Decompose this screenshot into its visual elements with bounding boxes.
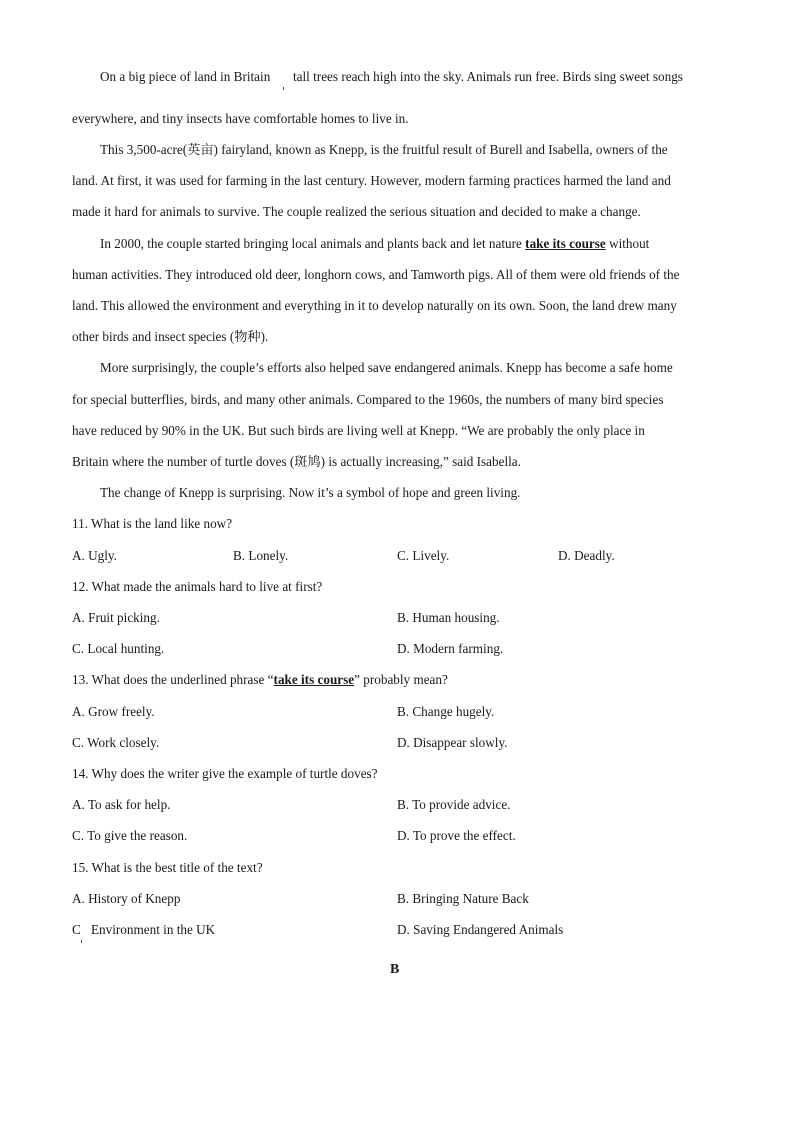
option-c[interactable]: C. Lively. [397,548,450,563]
passage-line [100,69,270,85]
option-a[interactable]: A. Ugly. [72,548,117,563]
passage-line: human activities. They introduced old deer, longhorn cows, and Tamworth pigs. All of them were old friends of the [72,267,680,282]
question-stem: 12. What made the animals hard to live at first? [72,579,323,594]
option-a[interactable]: A. To ask for help. [72,797,171,812]
option-b[interactable]: B. Lonely. [233,548,289,563]
option-c-text[interactable]: Environment in the UK [91,922,216,937]
option-d[interactable]: D. Deadly. [558,548,615,563]
option-b[interactable]: B. Change hugely. [397,704,495,719]
option-c[interactable]: C. To give the reason. [72,828,188,843]
stray-mark [283,87,284,90]
passage-line: other birds and insect species (物种). [72,329,269,344]
question-text: ” probably mean? [354,672,448,687]
option-d[interactable]: D. Modern farming. [397,641,504,656]
passage-line: The change of Knepp is surprising. Now it’s a symbol of hope and green living. [100,485,521,500]
underlined-phrase: take its course [273,672,355,687]
option-a[interactable]: A. Fruit picking. [72,610,160,625]
passage-line: Britain where the number of turtle doves (斑鸠) is actually increasing,” said Isabella. [72,454,521,469]
option-c-letter[interactable]: C [72,922,81,937]
option-d[interactable]: D. Disappear slowly. [397,735,508,750]
passage-text: tall trees reach high into the sky. Animals run free. Birds sing sweet songs [293,69,683,84]
option-d[interactable]: D. Saving Endangered Animals [397,922,564,937]
option-c[interactable]: C. Local hunting. [72,641,165,656]
passage-line: everywhere, and tiny insects have comfortable homes to live in. [72,111,409,126]
section-label: B [390,962,400,977]
passage-text: On a big piece of land in Britain [100,69,271,84]
passage-line: land. This allowed the environment and everything in it to develop naturally on its own. Soon, the land drew many [72,298,677,313]
passage-line: More surprisingly, the couple’s efforts also helped save endangered animals. Knepp has become a safe home [100,360,673,375]
passage-line: made it hard for animals to survive. The couple realized the serious situation and decided to make a change. [72,204,641,219]
option-b[interactable]: B. Bringing Nature Back [397,891,529,906]
passage-line [100,236,649,252]
passage-text: In 2000, the couple started bringing local animals and plants back and let nature [100,236,522,251]
option-b[interactable]: B. Human housing. [397,610,500,625]
stray-mark [81,940,82,943]
passage-line: This 3,500-acre(英亩) fairyland, known as Knepp, is the fruitful result of Burell and Isabella, owners of the [100,142,668,157]
underlined-phrase: take its course [525,236,606,251]
option-b[interactable]: B. To provide advice. [397,797,511,812]
question-text: 13. What does the underlined phrase “ [72,672,274,687]
passage-line: land. At first, it was used for farming in the last century. However, modern farming practices harmed the land and [72,173,671,188]
question-stem [72,672,448,688]
option-c[interactable]: C. Work closely. [72,735,160,750]
option-a[interactable]: A. Grow freely. [72,704,155,719]
passage-line: have reduced by 90% in the UK. But such birds are living well at Knepp. “We are probably the only place in [72,423,645,438]
question-stem: 14. Why does the writer give the example of turtle doves? [72,766,378,781]
question-stem: 15. What is the best title of the text? [72,860,263,875]
passage-text: without [609,236,650,251]
question-stem: 11. What is the land like now? [72,516,233,531]
option-d[interactable]: D. To prove the effect. [397,828,516,843]
passage-line [293,69,683,85]
option-a[interactable]: A. History of Knepp [72,891,181,906]
passage-line: for special butterflies, birds, and many other animals. Compared to the 1960s, the numbers of many bird species [72,392,664,407]
